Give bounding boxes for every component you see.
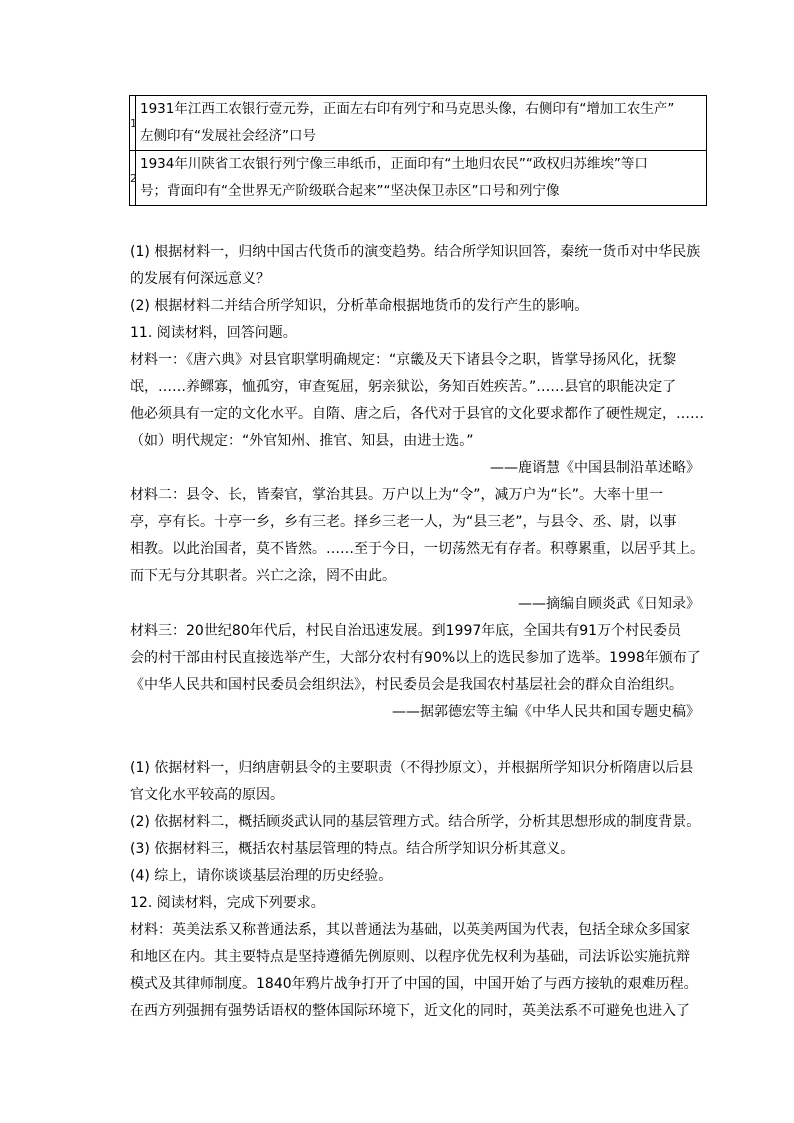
question-11-2: (2) 依据材料二，概括顾炎武认同的基层管理方式。结合所学，分析其思想形成的制度背景。 [130, 814, 701, 830]
question-11-1: (1) 依据材料一，归纳唐朝县令的主要职责（不得抄原文），并根据所学知识分析隋唐以后县 [130, 760, 694, 776]
material-3-source: ——据郭德宏等主编《中华人民共和国专题史稿》 [392, 704, 700, 720]
material-12: 和地区在内。其主要特点是坚持遵循先例原则、以程序优先权利为基础，司法诉讼实施抗辩 [130, 949, 690, 965]
material-2: 而下无与分其职者。兴亡之涂，罔不由此。 [130, 568, 396, 584]
currency-table [129, 95, 707, 206]
question-11-3: (3) 依据材料三，概括农村基层管理的特点。结合所学知识分析其意义。 [130, 841, 575, 857]
material-1: （如）明代规定：“外官知州、推官、知县，由进士选。” [130, 433, 474, 449]
material-2-source: ——摘编自顾炎武《日知录》 [518, 596, 700, 612]
material-1: 材料一：《唐六典》对县官职掌明确规定：“京畿及天下诸县令之职，皆掌导扬风化，抚黎 [130, 352, 677, 368]
question-11-4: (4) 综上，请你谈谈基层治理的历史经验。 [130, 868, 393, 884]
row-line: 左侧印有“发展社会经济”口号 [140, 128, 316, 144]
material-3: 《中华人民共和国村民委员会组织法》，村民委员会是我国农村基层社会的群众自治组织。 [130, 677, 683, 693]
material-1: 他必须具有一定的文化水平。自隋、唐之后，各代对于县官的文化要求都作了硬性规定，…… [130, 406, 704, 422]
row-number: 2 [130, 151, 136, 206]
material-12: 模式及其律师制度。1840年鸦片战争打开了中国的国，中国开始了与西方接轨的艰难历程。 [130, 976, 698, 992]
material-1-source: ——鹿谞慧《中国县制沿革述略》 [490, 460, 700, 476]
material-3: 会的村干部由村民直接选举产生，大部分农村有90%以上的选民参加了选举。1998年颁布了 [130, 650, 701, 666]
material-2: 亭，亭有长。十亭一乡，乡有三老。择乡三老一人，为“县三老”，与县令、丞、尉，以事 [130, 514, 677, 530]
row-line: 号；背面印有“全世界无产阶级联合起来”“坚决保卫赤区”口号和列宁像 [140, 183, 560, 199]
material-3: 材料三：20世纪80年代后，村民自治迅速发展。到1997年底，全国共有91万个村民委员 [130, 623, 682, 639]
question-12-title: 12. 阅读材料，完成下列要求。 [130, 895, 325, 911]
question-10-1: (1) 根据材料一，归纳中国古代货币的演变趋势。结合所学知识回答，秦统一货币对中华民族 [130, 244, 701, 260]
material-2: 材料二：县令、长，皆秦官，掌治其县。万户以上为“令”，减万户为“长”。大率十里一 [130, 487, 664, 503]
material-2: 相教。以此治国者，莫不皆然。……至于今日，一切荡然无有存者。积尊累重，以居乎其上。 [130, 541, 704, 557]
row-line: 1931年江西工农银行壹元券，正面左右印有列宁和马克思头像，右侧印有“增加工农生产” [140, 101, 675, 117]
material-1: 氓，……养鳏寡，恤孤穷，审查冤屈，躬亲狱讼，务知百姓疾苦。”……县官的职能决定了 [130, 379, 677, 395]
question-11-title: 11. 阅读材料，回答问题。 [130, 325, 297, 341]
table-row [130, 151, 707, 206]
row-number: 1 [130, 96, 136, 151]
question-10-1-cont: 的发展有何深远意义？ [130, 271, 270, 287]
question-11-1-cont: 官文化水平较高的原因。 [130, 787, 284, 803]
row-line: 1934年川陕省工农银行列宁像三串纸币，正面印有“土地归农民”“政权归苏维埃”等口 [140, 156, 648, 172]
row-content [136, 96, 707, 151]
row-content [136, 151, 707, 206]
table-row [130, 96, 707, 151]
material-12: 在西方列强拥有强势话语权的整体国际环境下，近文化的同时，英美法系不可避免也进入了 [130, 1003, 690, 1019]
material-12: 材料：英美法系又称普通法系，其以普通法为基础，以英美两国为代表，包括全球众多国家 [130, 922, 690, 938]
question-10-2: (2) 根据材料二并结合所学知识，分析革命根据地货币的发行产生的影响。 [130, 298, 589, 314]
